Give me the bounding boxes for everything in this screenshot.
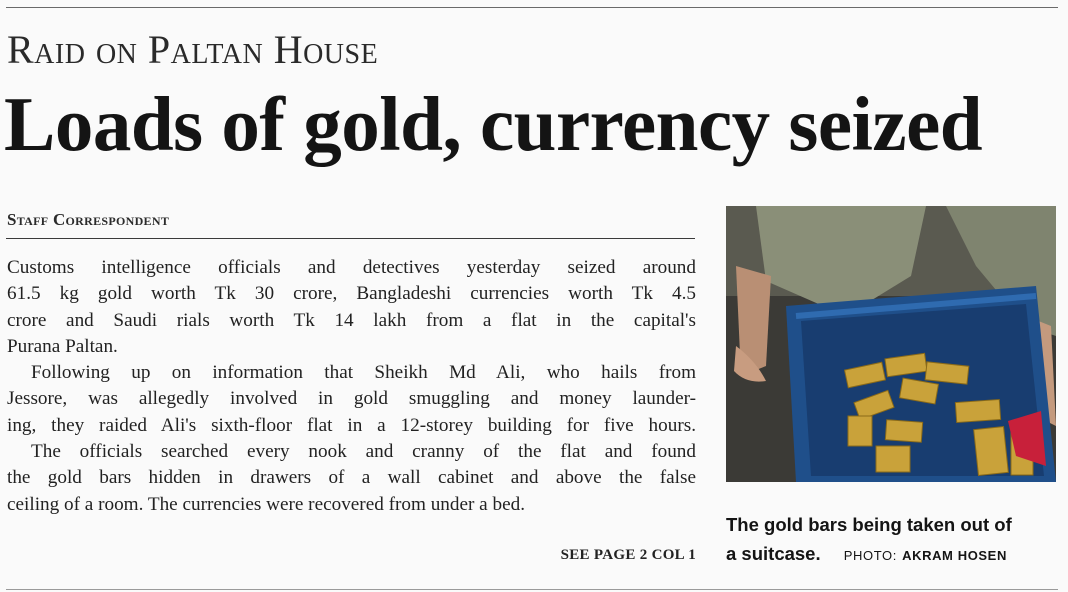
caption-line-2-text: a suitcase. [726, 543, 821, 564]
news-photo [726, 206, 1056, 482]
photo-credit-label: PHOTO: [843, 548, 897, 563]
top-rule [6, 7, 1058, 8]
article-kicker: Raid on Paltan House [7, 27, 379, 72]
article-headline: Loads of gold, currency seized [4, 81, 983, 167]
photo-credit-name: AKRAM HOSEN [902, 548, 1007, 563]
byline-rule [6, 238, 695, 239]
article-body [7, 255, 696, 518]
gold-bars-photo-illustration [726, 206, 1056, 482]
body-line: Following up on information that Sheikh Md Ali, who hails from [31, 362, 696, 384]
bottom-rule [6, 589, 1058, 590]
byline: Staff Correspondent [7, 210, 170, 229]
body-line: Purana Paltan. [7, 335, 118, 357]
caption-line-2 [726, 539, 1061, 570]
body-line: crore and Saudi rials worth Tk 14 lakh from a flat in the capital's [7, 309, 696, 331]
caption-line-1: The gold bars being taken out of [726, 514, 1012, 535]
body-line: Customs intelligence officials and detectives yesterday seized around [7, 257, 696, 278]
body-line: the gold bars hidden in drawers of a wall cabinet and above the false [7, 467, 696, 489]
body-line: ing, they raided Ali's sixth-floor flat in a 12-storey building for five hours. [7, 414, 696, 436]
body-line: Jessore, was allegedly involved in gold smuggling and money launder- [7, 388, 696, 410]
photo-caption [726, 510, 1061, 570]
continuation-note: SEE PAGE 2 COL 1 [560, 547, 696, 563]
body-line: ceiling of a room. The currencies were recovered from under a bed. [7, 493, 525, 515]
body-line: 61.5 kg gold worth Tk 30 crore, Bangladeshi currencies worth Tk 4.5 [7, 283, 696, 305]
body-line: The officials searched every nook and cranny of the flat and found [31, 441, 696, 463]
